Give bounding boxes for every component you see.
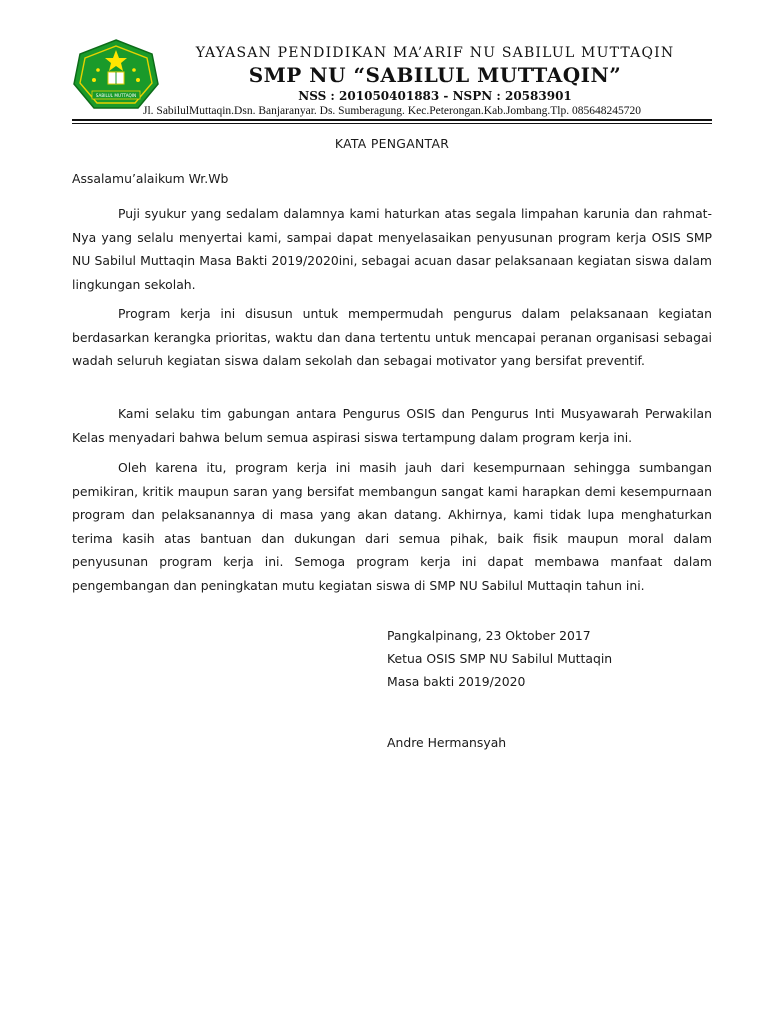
signer-period: Masa bakti 2019/2020 [387, 674, 526, 689]
paragraph [72, 302, 712, 373]
greeting: Assalamu’alaikum Wr.Wb [72, 171, 229, 186]
paragraph-text: Program kerja ini disusun untuk mempermudah pengurus dalam pelaksanaan kegiatan berdasarkan kerangka prioritas, waktu dan dana tertentu untuk mencapai peranan organisasi sebagai wadah seluruh kegiatan siswa dalam sekolah dan sebagai motivator yang bersifat preventif. [72, 306, 712, 368]
document-title: KATA PENGANTAR [334, 136, 450, 151]
paragraph [72, 202, 712, 296]
school-address: Jl. SabilulMuttaqin.Dsn. Banjaranyar. Ds. Sumberagung. Kec.Peterongan.Kab.Jombang.Tlp. 085648245720 [143, 105, 641, 117]
signature-block [387, 624, 612, 693]
paragraph [72, 402, 712, 449]
paragraph [72, 456, 712, 597]
paragraph-text: Oleh karena itu, program kerja ini masih jauh dari kesempurnaan sehingga sumbangan pemikiran, kritik maupun saran yang bersifat membangun sangat kami harapkan demi kesempurnaan program dan pelaksanannya di masa yang akan datang. Akhirnya, kami tidak lupa menghaturkan terima kasih atas bantuan dan dukungan dari semua pihak, baik fisik maupun moral dalam penyusunan program kerja ini. Semoga program kerja ini dapat membawa manfaat dalam pengembangan dan peningkatan mutu kegiatan siswa di SMP NU Sabilul Muttaqin tahun ini. [72, 460, 712, 593]
paragraph-text: Kami selaku tim gabungan antara Pengurus OSIS dan Pengurus Inti Musyawarah Perwakilan Kelas menyadari bahwa belum semua aspirasi siswa tertampung dalam program kerja ini. [72, 406, 712, 445]
paragraph-text: Puji syukur yang sedalam dalamnya kami haturkan atas segala limpahan karunia dan rahmat-Nya yang selalu menyertai kami, sampai dapat menyelasaikan penyusunan program kerja OSIS SMP NU Sabilul Muttaqin Masa Bakti 2019/2020ini, sebagai acuan dasar pelaksanaan kegiatan siswa dalam lingkungan sekolah. [72, 206, 712, 292]
school-name: SMP NU “SABILUL MUTTAQIN” [248, 63, 622, 87]
letterhead-divider-thin [72, 123, 712, 124]
letterhead [170, 44, 700, 104]
school-ids: NSS : 201050401883 - NSPN : 20583901 [298, 89, 572, 103]
school-logo [72, 38, 160, 112]
letterhead-divider [72, 119, 712, 121]
logo-label: SABILUL MUTTAQIN [95, 93, 137, 98]
place-date: Pangkalpinang, 23 Oktober 2017 [387, 628, 591, 643]
signer-role: Ketua OSIS SMP NU Sabilul Muttaqin [387, 651, 613, 666]
signer-name: Andre Hermansyah [387, 735, 507, 750]
foundation-name: YAYASAN PENDIDIKAN MA’ARIF NU SABILUL MUTTAQIN [195, 45, 675, 61]
